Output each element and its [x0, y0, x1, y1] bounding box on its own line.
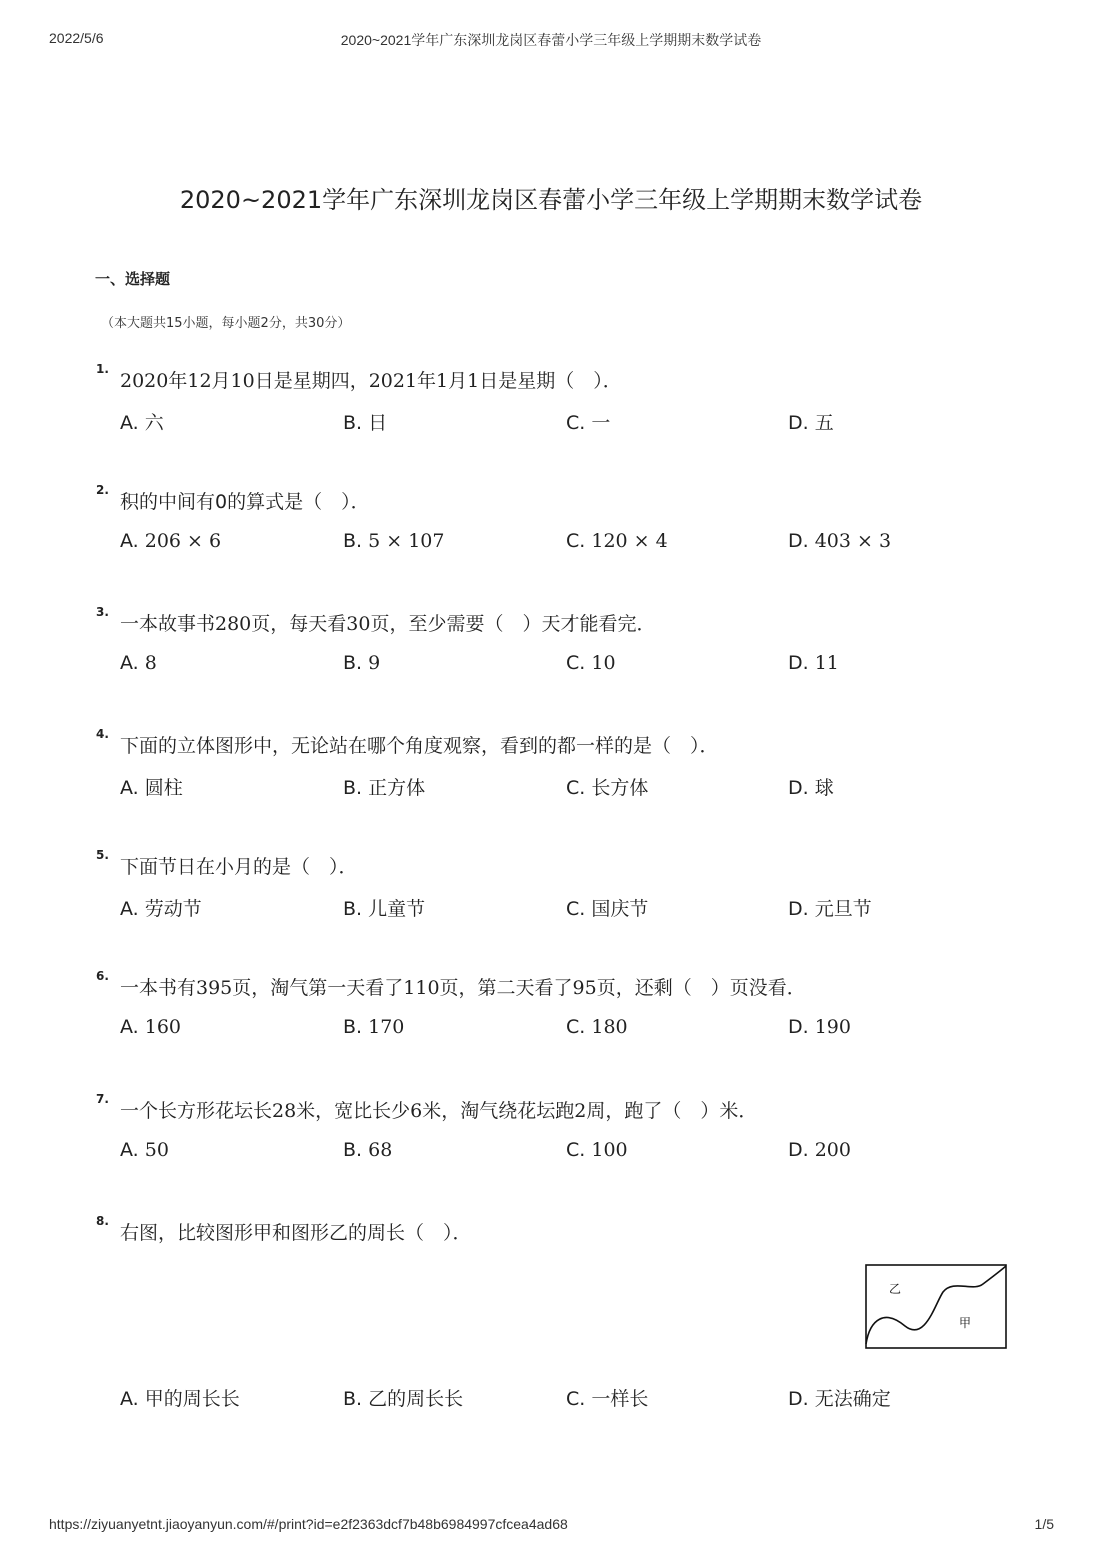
option-d[interactable]: D. 200 [788, 1139, 851, 1161]
option-b[interactable]: B. 5 × 107 [343, 530, 445, 552]
label-jia: 甲 [959, 1316, 972, 1330]
option-b[interactable]: B. 68 [343, 1139, 393, 1161]
question-number: 7. [96, 1092, 109, 1106]
option-b[interactable]: B. 9 [343, 652, 381, 674]
question-text: 积的中间有0的算式是（ ）． [120, 491, 370, 513]
print-date: 2022/5/6 [49, 30, 104, 46]
question-number: 6. [96, 969, 109, 983]
question-number: 2. [96, 483, 109, 497]
question-text: 下面的立体图形中，无论站在哪个角度观察，看到的都一样的是（ ）． [120, 735, 719, 757]
page-number: 1/5 [1034, 1516, 1054, 1532]
option-c[interactable]: C. 120 × 4 [566, 530, 668, 552]
question-number: 3. [96, 605, 109, 619]
option-d[interactable]: D. 11 [788, 652, 839, 674]
option-a[interactable]: A. 甲的周长长 [120, 1388, 240, 1410]
option-c[interactable]: C. 10 [566, 652, 616, 674]
question-text: 右图，比较图形甲和图形乙的周长（ ）． [120, 1222, 472, 1244]
section-title: 一、选择题 [95, 270, 171, 288]
option-c[interactable]: C. 长方体 [566, 777, 649, 799]
option-a[interactable]: A. 圆柱 [120, 777, 183, 799]
question-number: 5. [96, 848, 109, 862]
dividing-curve [866, 1266, 1006, 1344]
option-c[interactable]: C. 国庆节 [566, 898, 649, 920]
question-text: 2020年12月10日是星期四，2021年1月1日是星期（ ）． [120, 370, 622, 392]
question-number: 4. [96, 727, 109, 741]
question-number: 8. [96, 1214, 109, 1228]
option-d[interactable]: D. 球 [788, 777, 834, 799]
option-c[interactable]: C. 一样长 [566, 1388, 649, 1410]
option-a[interactable]: A. 六 [120, 412, 164, 434]
question-text: 一本书有395页，淘气第一天看了110页，第二天看了95页，还剩（ ）页没看． [120, 977, 806, 999]
option-b[interactable]: B. 乙的周长长 [343, 1388, 464, 1410]
option-a[interactable]: A. 206 × 6 [120, 530, 222, 552]
option-a[interactable]: A. 50 [120, 1139, 169, 1161]
option-a[interactable]: A. 160 [120, 1016, 182, 1038]
option-d[interactable]: D. 190 [788, 1016, 851, 1038]
section-note: （本大题共15小题，每小题2分，共30分） [101, 316, 351, 331]
option-c[interactable]: C. 100 [566, 1139, 628, 1161]
option-c[interactable]: C. 180 [566, 1016, 628, 1038]
question-text: 一本故事书280页，每天看30页，至少需要（ ）天才能看完． [120, 613, 656, 635]
option-d[interactable]: D. 403 × 3 [788, 530, 892, 552]
document-title: 2020~2021学年广东深圳龙岗区春蕾小学三年级上学期期末数学试卷 [179, 186, 923, 214]
option-b[interactable]: B. 170 [343, 1016, 405, 1038]
label-yi: 乙 [889, 1282, 902, 1296]
option-b[interactable]: B. 儿童节 [343, 898, 426, 920]
option-b[interactable]: B. 日 [343, 412, 388, 434]
question-number: 1. [96, 362, 109, 376]
option-d[interactable]: D. 五 [788, 412, 834, 434]
shape-comparison-figure [865, 1264, 1007, 1349]
option-a[interactable]: A. 劳动节 [120, 898, 202, 920]
question-text: 一个长方形花坛长28米，宽比长少6米，淘气绕花坛跑2周，跑了（ ）米． [120, 1100, 758, 1122]
footer-url: https://ziyuanyetnt.jiaoyanyun.com/#/print?id=e2f2363dcf7b48b6984997cfcea4ad68 [49, 1516, 568, 1532]
option-a[interactable]: A. 8 [120, 652, 157, 674]
option-d[interactable]: D. 元旦节 [788, 898, 872, 920]
option-c[interactable]: C. 一 [566, 412, 611, 434]
option-b[interactable]: B. 正方体 [343, 777, 426, 799]
question-text: 下面节日在小月的是（ ）． [120, 856, 358, 878]
print-header-title: 2020~2021学年广东深圳龙岗区春蕾小学三年级上学期期末数学试卷 [340, 32, 762, 48]
option-d[interactable]: D. 无法确定 [788, 1388, 891, 1410]
